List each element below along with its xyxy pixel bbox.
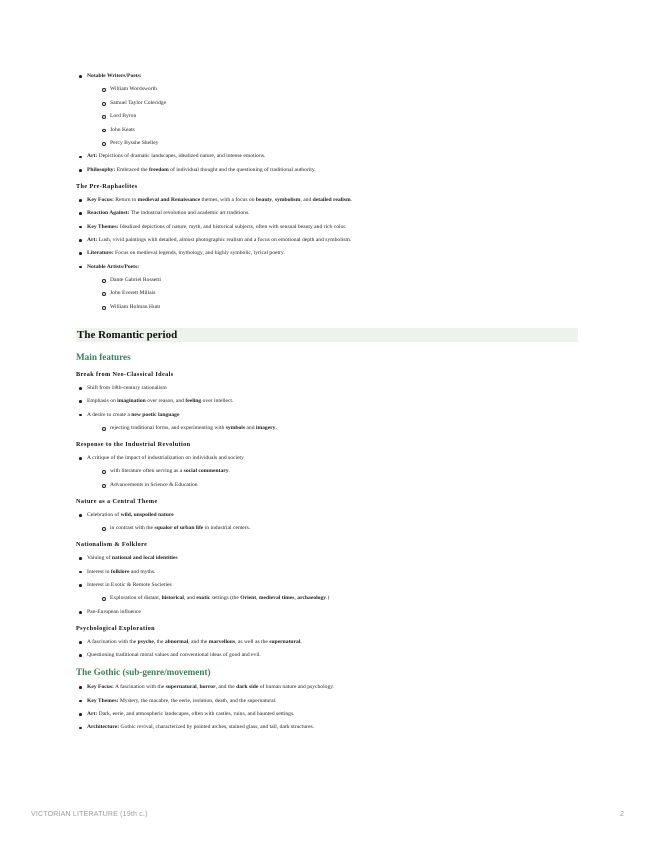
text: Interest in: [87, 568, 111, 575]
sub-list: [87, 595, 578, 602]
text: Gothic revival, characterized by pointed arches, stained glass, and tall, dark structures.: [119, 724, 315, 731]
list-item: [76, 512, 578, 532]
bold-text: abnormal: [164, 638, 189, 645]
text: over reason, and: [145, 398, 186, 405]
text: Exploration of distant,: [110, 595, 162, 602]
bold-text: imagery: [255, 425, 276, 432]
psychological-list: [76, 639, 578, 659]
list-item: Pan-European influence: [76, 609, 578, 616]
writers-label: Notable Writers/Poets:: [87, 73, 142, 79]
list-item: [98, 425, 578, 432]
bold-text: supernatural: [165, 684, 197, 691]
label: Architecture:: [87, 724, 120, 731]
text: of human nature and psychology.: [258, 684, 335, 691]
label: Art:: [87, 710, 98, 717]
list-item: [76, 569, 578, 576]
list-item: [76, 555, 578, 562]
text: Valuing of: [87, 555, 112, 562]
list-item: [76, 455, 578, 489]
psychological-heading: Psychological Exploration: [76, 624, 155, 632]
text: Celebration of: [87, 511, 121, 518]
bold-text: folklore: [110, 568, 130, 575]
art-label: Art:: [87, 153, 98, 160]
text: .: [300, 638, 302, 645]
list-item: [76, 224, 578, 231]
bold-text: symbols: [225, 425, 246, 432]
list-item: [76, 250, 578, 257]
text: themes, with a focus on: [200, 196, 256, 203]
list-item: William Wordsworth: [98, 86, 578, 93]
label: Key Themes:: [87, 223, 119, 230]
list-item: Shift from 18th-century rationalism: [76, 385, 578, 392]
sub-list: [87, 525, 578, 532]
pre-raphaelites-heading: The Pre-Raphaelites: [76, 182, 138, 190]
bold-text: horror: [199, 684, 216, 691]
bold-text: national and local identities: [111, 555, 178, 562]
label: Key Themes:: [87, 697, 119, 704]
list-item: [98, 595, 578, 602]
text: Interest in Exotic & Remote Societies: [87, 581, 172, 588]
sub-list: [87, 425, 578, 432]
list-item: John Everett Millais: [98, 290, 578, 297]
list-item: [76, 210, 578, 217]
pre-raphaelites-list: [76, 197, 578, 311]
text: ,: [256, 595, 259, 602]
list-item: John Keats: [98, 127, 578, 134]
philosophy-label: Philosophy:: [87, 166, 116, 173]
list-item: Percy Bysshe Shelley: [98, 140, 578, 147]
text: A desire to create a: [87, 411, 132, 418]
industrial-revolution-heading: Response to the Industrial Revolution: [76, 441, 191, 449]
text: ,: [196, 684, 200, 691]
text: settings (the: [210, 595, 241, 602]
list-item: [76, 711, 578, 718]
bold-text: wild, unspoiled nature: [120, 511, 174, 518]
list-item: William Holman Hunt: [98, 304, 578, 311]
label: Art:: [87, 236, 98, 243]
bold-text: detailed realism: [312, 196, 351, 203]
text: with literature often serving as a: [110, 468, 184, 475]
text: , and the: [188, 638, 209, 645]
label: Key Focus:: [87, 196, 114, 203]
text: , and: [183, 595, 197, 602]
text: Dark, eerie, and atmospheric landscapes, often with castles, ruins, and haunted settings.: [97, 710, 295, 717]
list-item: [76, 639, 578, 646]
text: and myths.: [129, 568, 156, 575]
text: A critique of the impact of industrialization on individuals and society: [87, 455, 244, 462]
text: Lush, vivid paintings with detailed, almost photographic realism and a focus on emotional depth and symbolism.: [97, 236, 352, 243]
page-content: [76, 73, 578, 738]
label: Reaction Against:: [87, 210, 130, 217]
bold-text: historical: [161, 595, 184, 602]
text: rejecting traditional forms, and experimenting with: [110, 425, 226, 432]
neo-classical-list: [76, 385, 578, 432]
bold-text: imagination: [117, 398, 146, 405]
text: .: [275, 425, 277, 432]
bold-text: dark side: [236, 684, 259, 691]
text: over intellect.: [201, 398, 234, 405]
sub-list: [87, 468, 578, 488]
list-item: Questioning traditional moral values and conventional ideas of good and evil.: [76, 652, 578, 659]
nationalism-heading: Nationalism & Folklore: [76, 541, 148, 549]
nationalism-list: [76, 555, 578, 616]
list-item: [98, 468, 578, 475]
label: Literature:: [87, 250, 114, 257]
list-item: [76, 398, 578, 405]
list-item: [76, 264, 578, 311]
list-item: Dante Gabriel Rossetti: [98, 277, 578, 284]
footer-title: VICTORIAN LITERATURE (19th c.): [31, 811, 148, 818]
list-item: [76, 73, 578, 147]
romantic-summary-list: [76, 73, 578, 174]
bold-text: marvellous: [208, 638, 236, 645]
text: A fascination with the: [87, 638, 138, 645]
bold-text: Orient: [240, 595, 257, 602]
bold-text: medieval and Renaissance: [137, 196, 201, 203]
label: Key Focus:: [87, 684, 114, 691]
list-item: Samuel Taylor Coleridge: [98, 100, 578, 107]
text: A fascination with the: [113, 684, 166, 691]
list-item: [76, 237, 578, 244]
list-item: [98, 525, 578, 532]
text: ,: [272, 196, 275, 203]
list-item: [76, 167, 578, 174]
art-text: Depictions of dramatic landscapes, idealized nature, and intense emotions.: [97, 153, 266, 160]
text: Embraced the: [115, 166, 149, 173]
label: Notable Artists/Poets:: [87, 263, 140, 270]
writers-list: [87, 86, 578, 147]
page-number: 2: [620, 811, 624, 818]
list-item: Advancements in Science & Education: [98, 482, 578, 489]
bold-text: feeling: [185, 398, 202, 405]
text: Focus on medieval legends, mythology, and highly symbolic, lyrical poetry.: [113, 250, 285, 257]
nature-list: [76, 512, 578, 532]
list-item: [76, 724, 578, 731]
gothic-list: [76, 684, 578, 731]
text: Idealized depictions of nature, myth, and historical subjects, often with sensual beauty and rich color.: [118, 223, 347, 230]
list-item: Lord Byron: [98, 113, 578, 120]
text: and: [245, 425, 256, 432]
bold-text: exotic: [196, 595, 211, 602]
text: Mystery, the macabre, the eerie, isolation, death, and the supernatural.: [118, 697, 277, 704]
bold-text: medieval times: [258, 595, 295, 602]
neo-classical-heading: Break from Neo-Classical Ideals: [76, 370, 174, 378]
text: .: [350, 196, 353, 203]
list-item: [76, 197, 578, 204]
list-item: [76, 582, 578, 602]
industrial-list: [76, 455, 578, 489]
text: , and the: [215, 684, 237, 691]
romantic-period-heading: The Romantic period: [76, 328, 578, 342]
bold-text: new poetic language: [131, 411, 180, 418]
bold-text: supernatural: [269, 638, 301, 645]
bold-text: symbolism: [274, 196, 301, 203]
text: in industrial centers.: [203, 525, 251, 532]
text: of individual thought and the questioning of traditional authority.: [168, 166, 316, 173]
list-item: [76, 698, 578, 705]
artists-list: [87, 277, 578, 311]
text: , as well as the: [235, 638, 270, 645]
bold-text: social commentary: [183, 468, 229, 475]
text: Return to: [113, 196, 138, 203]
gothic-heading: The Gothic (sub-genre/movement): [76, 667, 211, 678]
text: Emphasis on: [87, 398, 118, 405]
text: The industrial revolution and academic art traditions.: [129, 210, 250, 217]
main-features-heading: Main features: [76, 351, 131, 362]
text: .): [326, 595, 330, 602]
bold-text: beauty: [255, 196, 273, 203]
text: ,: [294, 595, 298, 602]
bold-text: archaeology: [297, 595, 327, 602]
text: in contrast with the: [110, 525, 155, 532]
text: , the: [153, 638, 165, 645]
text: .: [228, 468, 230, 475]
bold-text: psyche: [137, 638, 154, 645]
text: , and: [300, 196, 313, 203]
bold-text: freedom: [149, 166, 169, 173]
list-item: [76, 153, 578, 160]
nature-heading: Nature as a Central Theme: [76, 497, 158, 505]
bold-text: squalor of urban life: [154, 525, 204, 532]
list-item: [76, 412, 578, 432]
list-item: [76, 684, 578, 691]
